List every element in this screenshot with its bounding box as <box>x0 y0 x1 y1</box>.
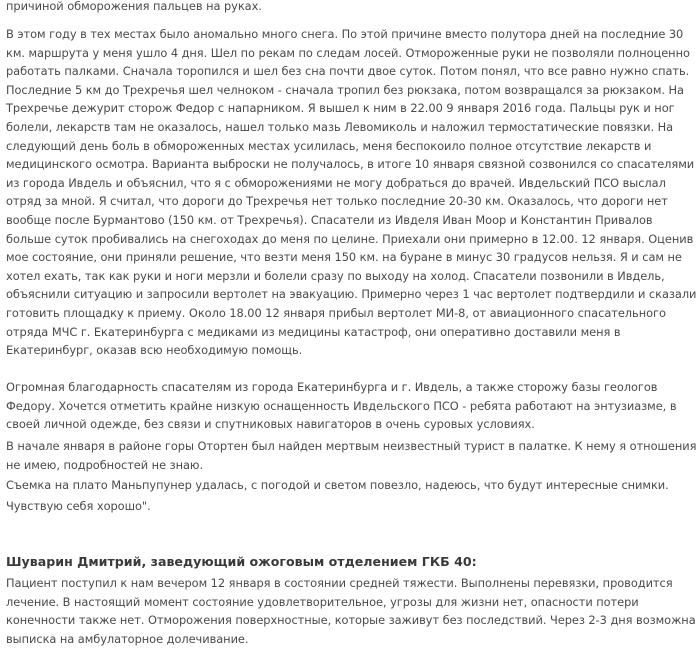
text-line: своей личной одежде, без связи и спутниковых навигаторов в очень суровых условиях. <box>6 417 535 432</box>
text-line: объяснили ситуацию и запросили вертолет на эвакуацию. Примерно через 1 час вертолет подтвердили и сказали <box>6 287 696 302</box>
text-line: из города Ивдель и объяснил, что я с обморожениями не могу добраться до врачей. Ивдельский ПСО выслал <box>6 175 666 190</box>
text-line: медицинского осмотра. Варианта выброски не получалось, в итоге 10 января связной созвонился со спасателями <box>6 157 695 172</box>
text-line: следующий день боль в обмороженных местах усилилась, меня беспокоило полное отсутствие лекарств и <box>6 138 652 153</box>
text-line: лечение. В настоящий момент состояние удовлетворительное, угрозы для жизни нет, опасности потери <box>6 594 639 609</box>
text-line: мое состояние, они приняли решение, что везти меня 150 км. на буране в минус 30 градусов нельзя. Я и сам не <box>6 250 682 265</box>
text-line: В этом году в тех местах было аномально много снега. По этой причине вместо полутора дней на последние 30 <box>6 27 684 41</box>
text-line: Федору. Хочется отметить крайне низкую оснащенность Ивдельского ПСО - ребята работают на энтузиазме, в <box>6 398 677 413</box>
text-line: Екатеринбург, оказав всю необходимую помощь. <box>6 343 303 358</box>
paragraph-photo-shoot <box>6 476 669 495</box>
text-line: Трехречье дежурит сторож Федор с напарником. Я вышел к ним в 22.00 9 января 2016 года. Пальцы рук и ног <box>6 101 675 116</box>
text-line: хотел ехать, так как руки и ноги мерзли и болели сразу по выходу на холод. Спасатели позвонили в Ивдель, <box>6 268 665 283</box>
paragraph-dead-tourist <box>6 437 696 474</box>
paragraph-frostbite-cause <box>6 0 262 16</box>
paragraph-doctor-statement <box>6 574 696 646</box>
text-line: Пациент поступил к нам вечером 12 января в состоянии средней тяжести. Выполнены перевязки, проводится <box>6 576 673 590</box>
paragraph-gratitude <box>6 378 677 434</box>
text-line: не имею, подробностей не знаю. <box>6 457 204 472</box>
paragraph-route-account <box>6 25 696 360</box>
text-line: конечности также нет. Отморожения поверхностные, которые заживут без последствий. Через 2-3 дня возможна <box>6 613 696 628</box>
text-line: Последние 5 км до Трехречья шел челноком - сначала тропил без рюкзака, потом возвращался за рюкзаком. На <box>6 82 684 97</box>
text-line: вообще после Бурмантово (150 км. от Трехречья). Спасатели из Ивделя Иван Моор и Константин Привалов <box>6 212 653 227</box>
text-line: Съемка на плато Маньпупунер удалась, с погодой и светом повезло, надеюсь, что будут интересные снимки. <box>6 478 669 492</box>
text-line: причиной обморожения пальцев на руках. <box>6 0 262 13</box>
text-line: болели, лекарств там не оказалось, нашел только мазь Левомиколь и наложил термостатические повязки. На <box>6 119 674 134</box>
text-line: выписка на амбулаторное долечивание. <box>6 631 249 646</box>
text-line: готовить площадку к приему. Около 18.00 12 января прибыл вертолет МИ-8, от авиационного спасательного <box>6 305 666 320</box>
text-line: км. маршрута у меня ушло 4 дня. Шел по рекам по следам лосей. Отмороженные руки не позволяли полноценно <box>6 45 690 60</box>
text-line: отряда МЧС г. Екатеринбурга с медиками из медицины катастроф, они оперативно доставили меня в <box>6 324 621 339</box>
text-line: Чувствую себя хорошо". <box>6 499 151 513</box>
doctor-heading: Шуварин Дмитрий, заведующий ожоговым отделением ГКБ 40: <box>6 554 477 569</box>
text-line: больше суток пробивались на снегоходах до меня по целине. Приехали они примерно в 12.00. 12 января. Оценив <box>6 231 694 246</box>
paragraph-feeling-well <box>6 497 151 516</box>
text-line: Огромная благодарность спасателям из города Екатеринбурга и г. Ивдель, а также сторожу базы геологов <box>6 380 658 394</box>
text-line: В начале января в районе горы Отортен был найден мертвым неизвестный турист в палатке. К нему я отношения <box>6 439 696 453</box>
text-line: отряд за мной. Я считал, что дороги до Трехречья нет только последние 20-30 км. Оказалось, что дороги нет <box>6 194 668 209</box>
text-line: работать палками. Сначала торопился и шел без сна почти двое суток. Потом понял, что все равно нужно спать. <box>6 64 690 79</box>
